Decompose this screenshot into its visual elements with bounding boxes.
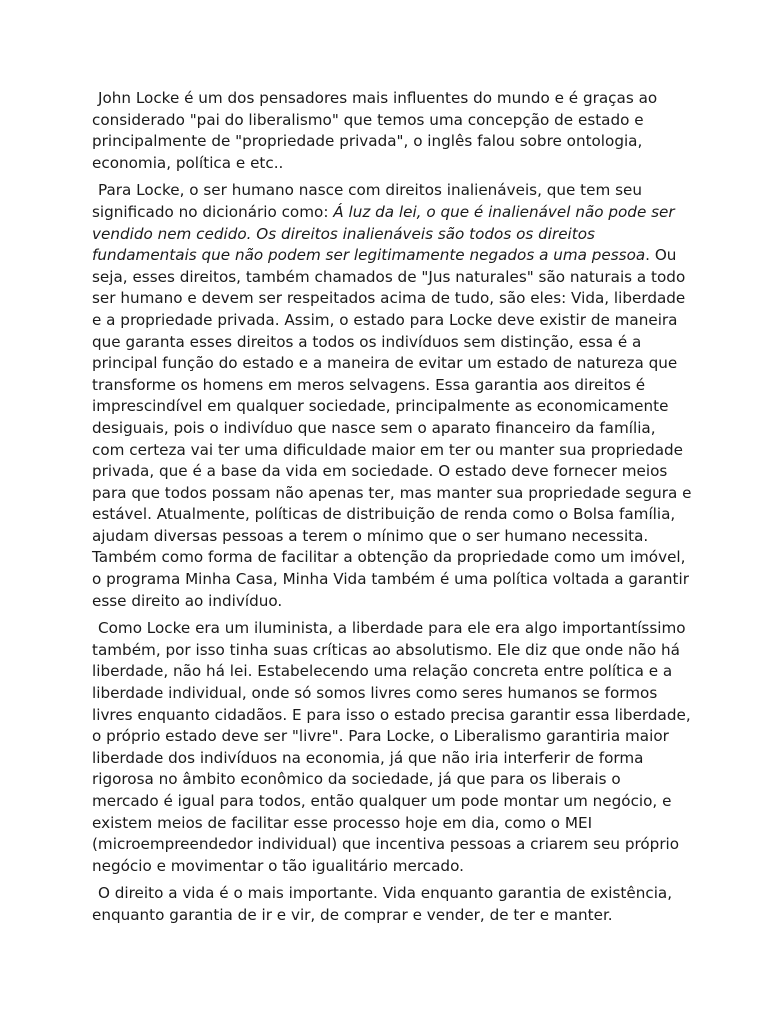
paragraph-text: John Locke é um dos pensadores mais influentes do mundo e é graças ao considerado "pai do liberalismo" que temos uma concepção de estado e principalmente de "propriedade privada", o inglês falou sobre ontologia, economia, política e etc.. — [92, 89, 658, 172]
italic-definition: Á luz da lei, o que é inalienável não pode ser vendido nem cedido. Os direitos inalienáveis são todos os direitos fundamentais que não podem ser legitimamente negados a uma pessoa — [92, 202, 675, 265]
paragraph-right-to-life — [92, 883, 692, 926]
paragraph-inalienable-rights — [92, 180, 692, 612]
paragraph-text: . Ou seja, esses direitos, também chamados de "Jus naturales" são naturais a todo ser humano e devem ser respeitados acima de tudo, são eles: Vida, liberdade e a propriedade privada. Assim, o estado para Locke deve existir de maneira que garanta esses direitos a todos os indivíduos sem distinção, essa é a principal função do estado e a maneira de evitar um estado de natureza que transforme os homens em meros selvagens. Essa garantia aos direitos é imprescindível em qualquer sociedade, principalmente as economicamente desiguais, pois o indivíduo que nasce sem o aparato financeiro da família, com certeza vai ter uma dificuldade maior em ter ou manter sua propriedade privada, que é a base da vida em sociedade. O estado deve fornecer meios para que todos possam não apenas ter, mas manter sua propriedade segura e estável. Atualmente, políticas de distribuição de renda como o Bolsa família, ajudam diversas pessoas a terem o mínimo que o ser humano necessita. Também como forma de facilitar a obtenção da propriedade como um imóvel, o programa Minha Casa, Minha Vida também é uma política voltada a garantir esse direito ao indivíduo. — [92, 246, 692, 610]
document-page — [92, 88, 692, 933]
paragraph-text: O direito a vida é o mais importante. Vida enquanto garantia de existência, enquanto garantia de ir e vir, de comprar e vender, de ter e manter. — [92, 884, 673, 924]
paragraph-liberty — [92, 618, 692, 877]
paragraph-intro — [92, 88, 692, 174]
paragraph-text: Como Locke era um iluminista, a liberdade para ele era algo importantíssimo também, por isso tinha suas críticas ao absolutismo. Ele diz que onde não há liberdade, não há lei. Estabelecendo uma relação concreta entre política e a liberdade individual, onde só somos livres como seres humanos se formos livres enquanto cidadãos. E para isso o estado precisa garantir essa liberdade, o próprio estado deve ser "livre". Para Locke, o Liberalismo garantiria maior liberdade dos indivíduos na economia, já que não iria interferir de forma rigorosa no âmbito econômico da sociedade, já que para os liberais o mercado é igual para todos, então qualquer um pode montar um negócio, e existem meios de facilitar esse processo hoje em dia, como o MEI (microempreendedor individual) que incentiva pessoas a criarem seu próprio negócio e movimentar o tão igualitário mercado. — [92, 619, 691, 875]
paragraph-text: Para Locke, o ser humano nasce com direitos inalienáveis, que tem seu significado no dicionário como: — [92, 181, 642, 221]
